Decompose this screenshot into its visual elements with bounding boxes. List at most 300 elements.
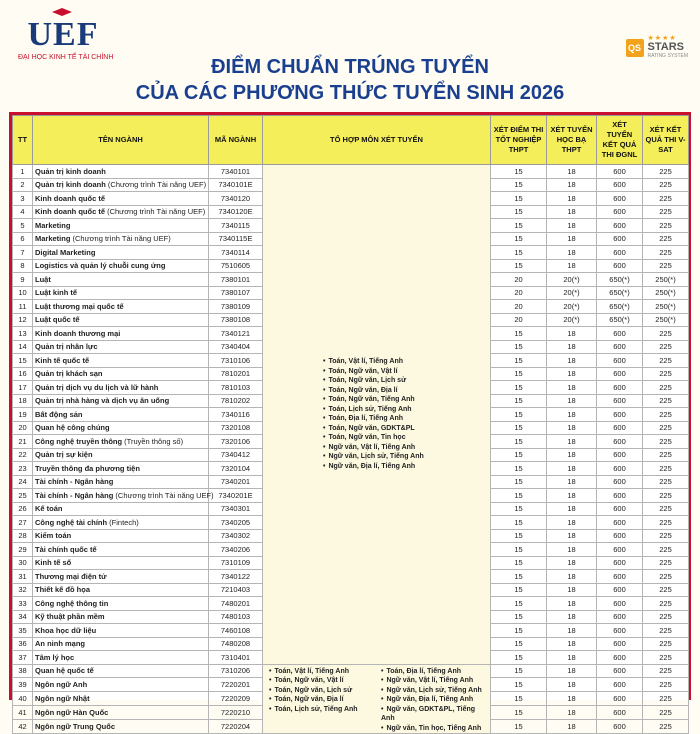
major-name xyxy=(33,529,209,543)
major-code: 7810201 xyxy=(209,367,263,381)
score-hocba: 18 xyxy=(547,219,597,233)
score-vsat: 250(*) xyxy=(643,273,689,287)
score-vsat: 250(*) xyxy=(643,286,689,300)
score-dgnl: 600 xyxy=(597,706,643,720)
score-hocba: 18 xyxy=(547,720,597,734)
score-vsat: 225 xyxy=(643,232,689,246)
column-header: XÉT KẾT QUẢ THI V-SAT xyxy=(643,116,689,165)
stars-icon: ★★★★ xyxy=(647,35,677,42)
row-index: 10 xyxy=(13,286,33,300)
score-dgnl: 600 xyxy=(597,692,643,706)
score-vsat: 225 xyxy=(643,178,689,192)
logo-text: UEF xyxy=(27,16,99,53)
score-hocba: 18 xyxy=(547,232,597,246)
score-thpt: 15 xyxy=(491,489,547,503)
scores-table-container xyxy=(9,112,691,732)
row-index: 32 xyxy=(13,583,33,597)
major-name-text: An ninh mạng xyxy=(35,639,85,649)
major-name-text: Tài chính - Ngân hàng xyxy=(35,490,114,500)
score-thpt: 15 xyxy=(491,327,547,341)
score-hocba: 20(*) xyxy=(547,300,597,314)
score-vsat: 225 xyxy=(643,408,689,422)
score-vsat: 225 xyxy=(643,394,689,408)
score-dgnl: 600 xyxy=(597,394,643,408)
logo-subtitle: ĐẠI HỌC KINH TẾ TÀI CHÍNH xyxy=(18,54,114,61)
major-name-text: Công nghệ truyền thông xyxy=(35,436,123,446)
major-name xyxy=(33,205,209,219)
combo-column-right xyxy=(381,667,489,734)
score-vsat: 250(*) xyxy=(643,300,689,314)
major-code: 7340101E xyxy=(209,178,263,192)
score-hocba: 18 xyxy=(547,327,597,341)
score-hocba: 18 xyxy=(547,165,597,179)
major-code: 7340122 xyxy=(209,570,263,584)
subject-combination: • Ngữ văn, Địa lí, Tiếng Anh xyxy=(323,462,488,472)
score-vsat: 225 xyxy=(643,624,689,638)
page-header xyxy=(0,0,700,110)
major-code: 7220210 xyxy=(209,706,263,720)
major-code: 7340101 xyxy=(209,165,263,179)
scores-table xyxy=(12,115,689,734)
score-hocba: 18 xyxy=(547,367,597,381)
major-name xyxy=(33,706,209,720)
score-thpt: 20 xyxy=(491,313,547,327)
score-hocba: 18 xyxy=(547,543,597,557)
major-name-text: Quản trị nhà hàng và dịch vụ ăn uống xyxy=(35,396,170,406)
score-thpt: 15 xyxy=(491,259,547,273)
major-name xyxy=(33,570,209,584)
subject-combination: • Toán, Ngữ văn, Vật lí xyxy=(323,367,488,377)
score-hocba: 18 xyxy=(547,610,597,624)
row-index: 28 xyxy=(13,529,33,543)
subject-combination: • Toán, Ngữ văn, Lịch sử xyxy=(323,376,488,386)
score-dgnl: 600 xyxy=(597,624,643,638)
score-dgnl: 600 xyxy=(597,610,643,624)
score-hocba: 18 xyxy=(547,502,597,516)
major-name xyxy=(33,408,209,422)
major-name-text: Kinh doanh thương mại xyxy=(35,328,121,338)
major-name xyxy=(33,340,209,354)
score-thpt: 15 xyxy=(491,232,547,246)
major-name-text: Thiết kế đồ họa xyxy=(35,585,91,595)
major-program-note: (Chương trình Tài năng UEF) xyxy=(113,490,214,500)
score-hocba: 20(*) xyxy=(547,273,597,287)
score-hocba: 18 xyxy=(547,583,597,597)
score-vsat: 225 xyxy=(643,610,689,624)
major-code: 7340121 xyxy=(209,327,263,341)
score-vsat: 225 xyxy=(643,421,689,435)
score-dgnl: 600 xyxy=(597,543,643,557)
major-name xyxy=(33,246,209,260)
score-dgnl: 600 xyxy=(597,232,643,246)
row-index: 29 xyxy=(13,543,33,557)
major-code: 7310106 xyxy=(209,354,263,368)
major-name-text: Kinh doanh quốc tế xyxy=(35,207,105,217)
score-vsat: 225 xyxy=(643,583,689,597)
score-thpt: 15 xyxy=(491,219,547,233)
page-title-line1: ĐIỂM CHUẨN TRÚNG TUYỂN xyxy=(211,56,489,78)
score-dgnl: 650(*) xyxy=(597,313,643,327)
score-thpt: 15 xyxy=(491,408,547,422)
major-name xyxy=(33,354,209,368)
major-name xyxy=(33,475,209,489)
major-code: 7480103 xyxy=(209,610,263,624)
score-hocba: 18 xyxy=(547,692,597,706)
page-title-line2: CỦA CÁC PHƯƠNG THỨC TUYỂN SINH 2026 xyxy=(135,82,565,104)
major-code: 7310401 xyxy=(209,651,263,665)
score-dgnl: 600 xyxy=(597,340,643,354)
major-name-text: Luật xyxy=(35,274,51,284)
score-thpt: 20 xyxy=(491,286,547,300)
score-thpt: 15 xyxy=(491,502,547,516)
major-name xyxy=(33,313,209,327)
score-dgnl: 600 xyxy=(597,178,643,192)
major-name xyxy=(33,219,209,233)
score-thpt: 15 xyxy=(491,678,547,692)
major-code: 7320108 xyxy=(209,421,263,435)
score-dgnl: 650(*) xyxy=(597,273,643,287)
score-vsat: 225 xyxy=(643,246,689,260)
score-vsat: 225 xyxy=(643,448,689,462)
major-name xyxy=(33,637,209,651)
row-index: 23 xyxy=(13,462,33,476)
score-hocba: 18 xyxy=(547,556,597,570)
table-body xyxy=(13,165,689,734)
major-code: 7380109 xyxy=(209,300,263,314)
score-vsat: 225 xyxy=(643,165,689,179)
score-thpt: 15 xyxy=(491,543,547,557)
major-code: 7320104 xyxy=(209,462,263,476)
qs-logo-icon: QS xyxy=(626,39,644,57)
column-header: XÉT TUYỂN KẾT QUẢ THI ĐGNL xyxy=(597,116,643,165)
score-vsat: 225 xyxy=(643,340,689,354)
major-name-text: Tài chính quốc tế xyxy=(35,544,97,554)
column-header: TỔ HỢP MÔN XÉT TUYỂN xyxy=(263,116,491,165)
score-thpt: 15 xyxy=(491,394,547,408)
row-index: 9 xyxy=(13,273,33,287)
major-code: 7220201 xyxy=(209,678,263,692)
score-hocba: 18 xyxy=(547,435,597,449)
column-header: TT xyxy=(13,116,33,165)
major-name-text: Quản trị kinh doanh xyxy=(35,166,106,176)
score-hocba: 18 xyxy=(547,516,597,530)
score-dgnl: 600 xyxy=(597,354,643,368)
score-thpt: 15 xyxy=(491,475,547,489)
score-vsat: 225 xyxy=(643,543,689,557)
score-dgnl: 600 xyxy=(597,259,643,273)
score-thpt: 15 xyxy=(491,651,547,665)
score-dgnl: 600 xyxy=(597,651,643,665)
major-name xyxy=(33,692,209,706)
score-hocba: 18 xyxy=(547,340,597,354)
subject-combination: • Toán, Ngữ văn, Tin học xyxy=(323,433,488,443)
major-code: 7210403 xyxy=(209,583,263,597)
major-name-text: Quản trị khách sạn xyxy=(35,369,103,379)
score-dgnl: 600 xyxy=(597,664,643,678)
major-name xyxy=(33,556,209,570)
major-code: 7340120E xyxy=(209,205,263,219)
score-dgnl: 650(*) xyxy=(597,286,643,300)
major-name-text: Kinh tế quốc tế xyxy=(35,355,90,365)
score-hocba: 18 xyxy=(547,637,597,651)
row-index: 17 xyxy=(13,381,33,395)
score-thpt: 15 xyxy=(491,624,547,638)
row-index: 19 xyxy=(13,408,33,422)
row-index: 34 xyxy=(13,610,33,624)
score-dgnl: 600 xyxy=(597,381,643,395)
major-code: 7340201E xyxy=(209,489,263,503)
score-thpt: 15 xyxy=(491,462,547,476)
score-dgnl: 600 xyxy=(597,408,643,422)
major-name-text: Marketing xyxy=(35,234,71,244)
score-vsat: 225 xyxy=(643,678,689,692)
score-hocba: 18 xyxy=(547,678,597,692)
major-name xyxy=(33,610,209,624)
major-name-text: Marketing xyxy=(35,220,71,230)
score-thpt: 15 xyxy=(491,597,547,611)
score-vsat: 225 xyxy=(643,367,689,381)
badge-word: STARS xyxy=(647,41,684,53)
subject-combination: • Toán, Ngữ văn, Vật lí xyxy=(269,676,377,686)
score-vsat: 225 xyxy=(643,502,689,516)
major-name-text: Bất động sản xyxy=(35,409,83,419)
score-vsat: 225 xyxy=(643,570,689,584)
major-program-note: (Chương trình Tài năng UEF) xyxy=(70,234,171,244)
major-name xyxy=(33,448,209,462)
major-code: 7220209 xyxy=(209,692,263,706)
subject-combination: • Ngữ văn, Địa lí, Tiếng Anh xyxy=(381,695,489,705)
row-index: 27 xyxy=(13,516,33,530)
subject-combination: • Toán, Vật lí, Tiếng Anh xyxy=(269,667,377,677)
subject-combination: • Ngữ văn, GDKT&PL, Tiếng Anh xyxy=(381,705,489,724)
score-vsat: 225 xyxy=(643,475,689,489)
score-dgnl: 600 xyxy=(597,489,643,503)
logo-mark xyxy=(28,18,99,52)
row-index: 31 xyxy=(13,570,33,584)
subject-combination: • Toán, Ngữ văn, Địa lí xyxy=(269,695,377,705)
score-thpt: 15 xyxy=(491,529,547,543)
major-name-text: Kinh doanh quốc tế xyxy=(35,193,105,203)
score-vsat: 225 xyxy=(643,692,689,706)
subject-combination: • Toán, Ngữ văn, Tiếng Anh xyxy=(323,395,488,405)
score-dgnl: 600 xyxy=(597,597,643,611)
score-thpt: 15 xyxy=(491,516,547,530)
row-index: 39 xyxy=(13,678,33,692)
score-hocba: 20(*) xyxy=(547,313,597,327)
major-name-text: Ngôn ngữ Trung Quốc xyxy=(35,722,116,732)
score-hocba: 18 xyxy=(547,706,597,720)
row-index: 35 xyxy=(13,624,33,638)
score-thpt: 15 xyxy=(491,637,547,651)
score-thpt: 15 xyxy=(491,205,547,219)
score-vsat: 225 xyxy=(643,205,689,219)
row-index: 37 xyxy=(13,651,33,665)
row-index: 30 xyxy=(13,556,33,570)
major-name-text: Quản trị dịch vụ du lịch và lữ hành xyxy=(35,382,159,392)
score-thpt: 15 xyxy=(491,178,547,192)
major-code: 7340302 xyxy=(209,529,263,543)
major-code: 7340116 xyxy=(209,408,263,422)
score-hocba: 18 xyxy=(547,475,597,489)
score-vsat: 225 xyxy=(643,462,689,476)
score-dgnl: 650(*) xyxy=(597,300,643,314)
row-index: 41 xyxy=(13,706,33,720)
graduation-cap-icon xyxy=(52,8,72,18)
score-hocba: 20(*) xyxy=(547,286,597,300)
major-name-text: Luật thương mại quốc tế xyxy=(35,301,124,311)
score-thpt: 15 xyxy=(491,720,547,734)
major-code: 7380101 xyxy=(209,273,263,287)
score-vsat: 225 xyxy=(643,664,689,678)
column-header: TÊN NGÀNH xyxy=(33,116,209,165)
score-dgnl: 600 xyxy=(597,435,643,449)
score-vsat: 225 xyxy=(643,381,689,395)
score-vsat: 225 xyxy=(643,516,689,530)
major-name xyxy=(33,192,209,206)
major-code: 7310206 xyxy=(209,664,263,678)
major-name-text: Khoa học dữ liệu xyxy=(35,625,97,635)
score-dgnl: 600 xyxy=(597,502,643,516)
score-thpt: 15 xyxy=(491,610,547,624)
subject-combination: • Toán, Vật lí, Tiếng Anh xyxy=(323,357,488,367)
qs-stars-badge xyxy=(626,34,688,61)
column-header: MÃ NGÀNH xyxy=(209,116,263,165)
score-thpt: 15 xyxy=(491,706,547,720)
score-vsat: 225 xyxy=(643,192,689,206)
score-dgnl: 600 xyxy=(597,246,643,260)
major-name xyxy=(33,435,209,449)
combo-column-left xyxy=(269,667,377,715)
badge-subtitle: RATING SYSTEM xyxy=(647,53,688,59)
row-index: 16 xyxy=(13,367,33,381)
score-vsat: 225 xyxy=(643,637,689,651)
score-dgnl: 600 xyxy=(597,448,643,462)
score-vsat: 225 xyxy=(643,259,689,273)
score-hocba: 18 xyxy=(547,624,597,638)
major-code: 7380107 xyxy=(209,286,263,300)
major-name xyxy=(33,597,209,611)
major-code: 7810103 xyxy=(209,381,263,395)
major-code: 7340205 xyxy=(209,516,263,530)
score-thpt: 15 xyxy=(491,692,547,706)
score-vsat: 225 xyxy=(643,489,689,503)
major-name-text: Quan hệ công chúng xyxy=(35,423,110,433)
major-program-note: (Fintech) xyxy=(107,517,139,527)
subject-combinations-group1 xyxy=(263,165,491,665)
score-dgnl: 600 xyxy=(597,421,643,435)
major-name-text: Quan hệ quốc tế xyxy=(35,666,94,676)
score-dgnl: 600 xyxy=(597,475,643,489)
score-dgnl: 600 xyxy=(597,192,643,206)
major-name-text: Truyền thông đa phương tiện xyxy=(35,463,140,473)
subject-combination: • Ngữ văn, Vật lí, Tiếng Anh xyxy=(323,443,488,453)
row-index: 38 xyxy=(13,664,33,678)
row-index: 3 xyxy=(13,192,33,206)
row-index: 18 xyxy=(13,394,33,408)
row-index: 8 xyxy=(13,259,33,273)
major-name xyxy=(33,489,214,503)
column-header: XÉT TUYỂN HỌC BẠ THPT xyxy=(547,116,597,165)
major-name-text: Kỹ thuật phần mềm xyxy=(35,612,105,622)
score-vsat: 225 xyxy=(643,720,689,734)
score-dgnl: 600 xyxy=(597,583,643,597)
major-program-note: (Chương trình Tài năng UEF) xyxy=(105,180,207,190)
score-thpt: 15 xyxy=(491,367,547,381)
row-index: 26 xyxy=(13,502,33,516)
subject-combination: • Toán, Ngữ văn, GDKT&PL xyxy=(323,424,488,434)
row-index: 40 xyxy=(13,692,33,706)
major-code: 7340115 xyxy=(209,219,263,233)
score-vsat: 225 xyxy=(643,651,689,665)
major-name-text: Luật quốc tế xyxy=(35,315,80,325)
row-index: 4 xyxy=(13,205,33,219)
major-program-note: (Chương trình Tài năng UEF) xyxy=(105,207,206,217)
score-hocba: 18 xyxy=(547,394,597,408)
major-code: 7340114 xyxy=(209,246,263,260)
score-thpt: 15 xyxy=(491,246,547,260)
major-code: 7310109 xyxy=(209,556,263,570)
subject-combination: • Ngữ văn, Tin học, Tiếng Anh xyxy=(381,724,489,734)
subject-combination: • Toán, Địa lí, Tiếng Anh xyxy=(323,414,488,424)
major-name xyxy=(33,720,209,734)
major-name-text: Công nghệ thông tin xyxy=(35,598,109,608)
major-code: 7810202 xyxy=(209,394,263,408)
score-thpt: 15 xyxy=(491,556,547,570)
score-hocba: 18 xyxy=(547,178,597,192)
major-name-text: Quản trị kinh doanh xyxy=(35,180,106,190)
major-code: 7340120 xyxy=(209,192,263,206)
score-thpt: 15 xyxy=(491,435,547,449)
score-vsat: 225 xyxy=(643,219,689,233)
score-hocba: 18 xyxy=(547,259,597,273)
column-header: XÉT ĐIỂM THI TỐT NGHIỆP THPT xyxy=(491,116,547,165)
row-index: 42 xyxy=(13,720,33,734)
score-vsat: 225 xyxy=(643,435,689,449)
major-name-text: Ngôn ngữ Nhật xyxy=(35,694,90,704)
row-index: 24 xyxy=(13,475,33,489)
score-dgnl: 600 xyxy=(597,570,643,584)
score-thpt: 15 xyxy=(491,421,547,435)
major-name-text: Logistics và quản lý chuỗi cung ứng xyxy=(35,261,166,271)
score-dgnl: 600 xyxy=(597,678,643,692)
score-hocba: 18 xyxy=(547,192,597,206)
score-hocba: 18 xyxy=(547,354,597,368)
major-name-text: Tâm lý học xyxy=(35,652,75,662)
major-code: 7320106 xyxy=(209,435,263,449)
major-name-text: Digital Marketing xyxy=(35,247,96,257)
major-code: 7380108 xyxy=(209,313,263,327)
major-name-text: Kiểm toán xyxy=(35,531,72,541)
score-dgnl: 600 xyxy=(597,165,643,179)
major-name xyxy=(33,394,209,408)
subject-combination: • Ngữ văn, Lịch sử, Tiếng Anh xyxy=(323,452,488,462)
score-vsat: 225 xyxy=(643,327,689,341)
row-index: 5 xyxy=(13,219,33,233)
major-code: 7340301 xyxy=(209,502,263,516)
table-row xyxy=(13,165,689,179)
score-dgnl: 600 xyxy=(597,327,643,341)
score-thpt: 15 xyxy=(491,583,547,597)
row-index: 7 xyxy=(13,246,33,260)
score-thpt: 20 xyxy=(491,300,547,314)
major-name xyxy=(33,300,209,314)
row-index: 12 xyxy=(13,313,33,327)
score-thpt: 15 xyxy=(491,354,547,368)
major-name xyxy=(33,286,209,300)
major-name xyxy=(33,421,209,435)
score-hocba: 18 xyxy=(547,664,597,678)
major-name-text: Ngôn ngữ Hàn Quốc xyxy=(35,708,109,718)
